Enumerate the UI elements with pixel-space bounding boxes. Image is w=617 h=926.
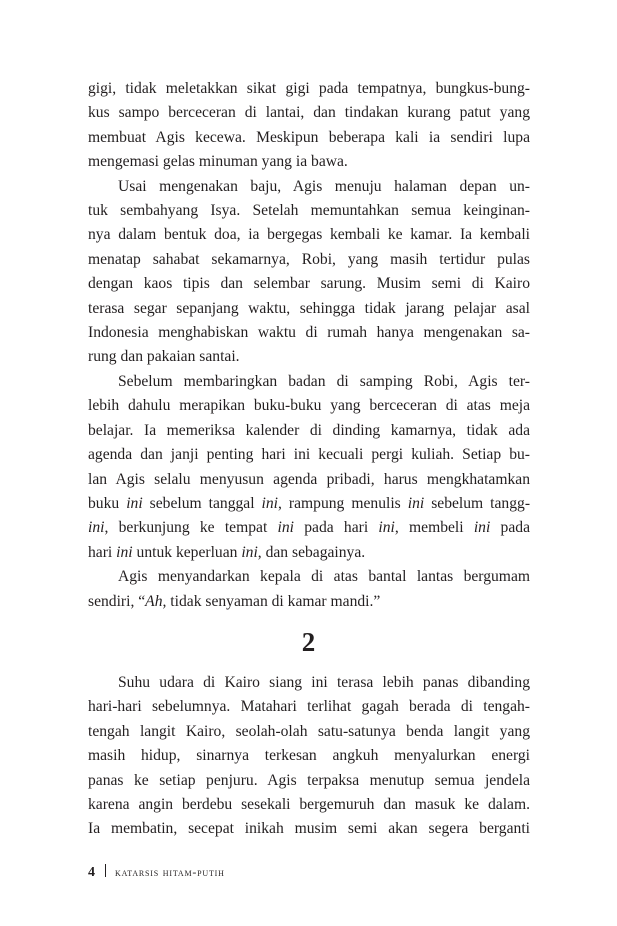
- body-text-top: [88, 77, 530, 614]
- text-line: panas ke setiap penjuru. Agis terpaksa menutup semua jendela: [88, 771, 530, 789]
- text-line: terasa segar sepanjang waktu, sehingga tidak jarang pelajar asal: [88, 299, 530, 317]
- text-line: [88, 590, 530, 614]
- text-run: buku: [88, 494, 127, 512]
- running-title: katarsis hitam-putih: [115, 865, 225, 879]
- text-run: , rampung menulis: [278, 494, 408, 512]
- text-line: [88, 516, 530, 540]
- text-line: menatap sahabat sekamarnya, Robi, yang masih tertidur pulas: [88, 250, 530, 268]
- text-line: rung dan pakaian santai.: [88, 348, 240, 366]
- paragraph: [88, 77, 530, 175]
- paragraph: [88, 565, 530, 614]
- text-run: sebelum tanggal: [142, 494, 262, 512]
- italic-word: Ah,: [145, 592, 167, 610]
- text-run: tidak senyaman di kamar mandi.”: [166, 592, 381, 610]
- text-line: Indonesia menghabiskan waktu di rumah hanya mengenakan sa-: [88, 324, 530, 342]
- text-line: hari-hari sebelumnya. Matahari terlihat gagah berada di tengah-: [88, 698, 530, 716]
- text-line: tengah langit Kairo, seolah-olah satu-satunya benda langit yang: [88, 722, 530, 740]
- page-footer: [88, 863, 225, 882]
- text-line: [88, 492, 530, 516]
- text-line: nya dalam bentuk doa, ia bergegas kembali ke kamar. Ia kembali: [88, 226, 530, 244]
- text-line: mengemasi gelas minuman yang ia bawa.: [88, 153, 348, 171]
- text-line: tuk sembahyang Isya. Setelah memuntahkan semua keinginan-: [88, 202, 530, 220]
- text-line: Agis menyandarkan kepala di atas bantal lantas bergumam: [118, 568, 530, 586]
- text-run: , dan sebagainya.: [257, 543, 366, 561]
- text-line: dengan kaos tipis dan selembar sarung. Musim semi di Kairo: [88, 275, 530, 293]
- italic-word: ini: [261, 494, 279, 512]
- text-run: pada hari: [294, 519, 379, 537]
- italic-word: ini: [277, 519, 294, 537]
- italic-word: ini: [126, 494, 143, 512]
- text-line: Ia membatin, secepat inikah musim semi akan segera berganti: [88, 820, 530, 838]
- chapter-number: 2: [301, 627, 316, 657]
- paragraph: [88, 175, 530, 370]
- text-run: sebelum tangg-: [424, 494, 531, 512]
- paragraph: [88, 671, 530, 842]
- italic-word: ini: [88, 519, 105, 537]
- text-run: hari: [88, 543, 117, 561]
- body-text-bottom: [88, 671, 530, 842]
- text-run: untuk keperluan: [132, 543, 242, 561]
- text-line: kus sampo berceceran di lantai, dan tindakan kurang patut yang: [88, 104, 530, 122]
- italic-word: ini: [241, 543, 258, 561]
- text-line: membuat Agis kecewa. Meskipun beberapa kali ia sendiri lupa: [88, 128, 530, 146]
- text-line: masih hidup, sinarnya terkesan angkuh menyalurkan energi: [88, 747, 530, 765]
- italic-word: ini: [116, 543, 133, 561]
- paragraph: [88, 370, 530, 565]
- text-line: lan Agis selalu menyusun agenda pribadi, harus mengkhatamkan: [88, 470, 530, 488]
- text-line: Suhu udara di Kairo siang ini terasa lebih panas dibanding: [118, 674, 530, 691]
- text-line: Sebelum membaringkan badan di samping Robi, Agis ter-: [118, 372, 530, 390]
- text-line: karena angin berdebu sesekali bergemuruh dan masuk ke dalam.: [88, 796, 530, 814]
- text-line: [88, 541, 530, 565]
- italic-word: ini: [378, 519, 395, 537]
- text-line: belajar. Ia memeriksa kalender di dinding kamarnya, tidak ada: [88, 421, 530, 439]
- text-line: lebih dahulu merapikan buku-buku yang berceceran di atas meja: [88, 397, 530, 415]
- italic-word: ini: [473, 519, 491, 537]
- text-run: sendiri, “: [88, 592, 146, 610]
- text-run: pada: [490, 519, 530, 537]
- footer-divider: [105, 864, 106, 877]
- italic-word: ini: [407, 494, 425, 512]
- text-run: , membeli: [394, 519, 474, 537]
- text-line: gigi, tidak meletakkan sikat gigi pada tempatnya, bungkus-bung-: [88, 80, 530, 97]
- text-run: , berkunjung ke tempat: [104, 519, 278, 537]
- text-line: agenda dan janji penting hari ini kecuali pergi kuliah. Setiap bu-: [88, 446, 530, 464]
- text-line: Usai mengenakan baju, Agis menuju halaman depan un-: [118, 177, 530, 195]
- page-number: 4: [88, 865, 95, 880]
